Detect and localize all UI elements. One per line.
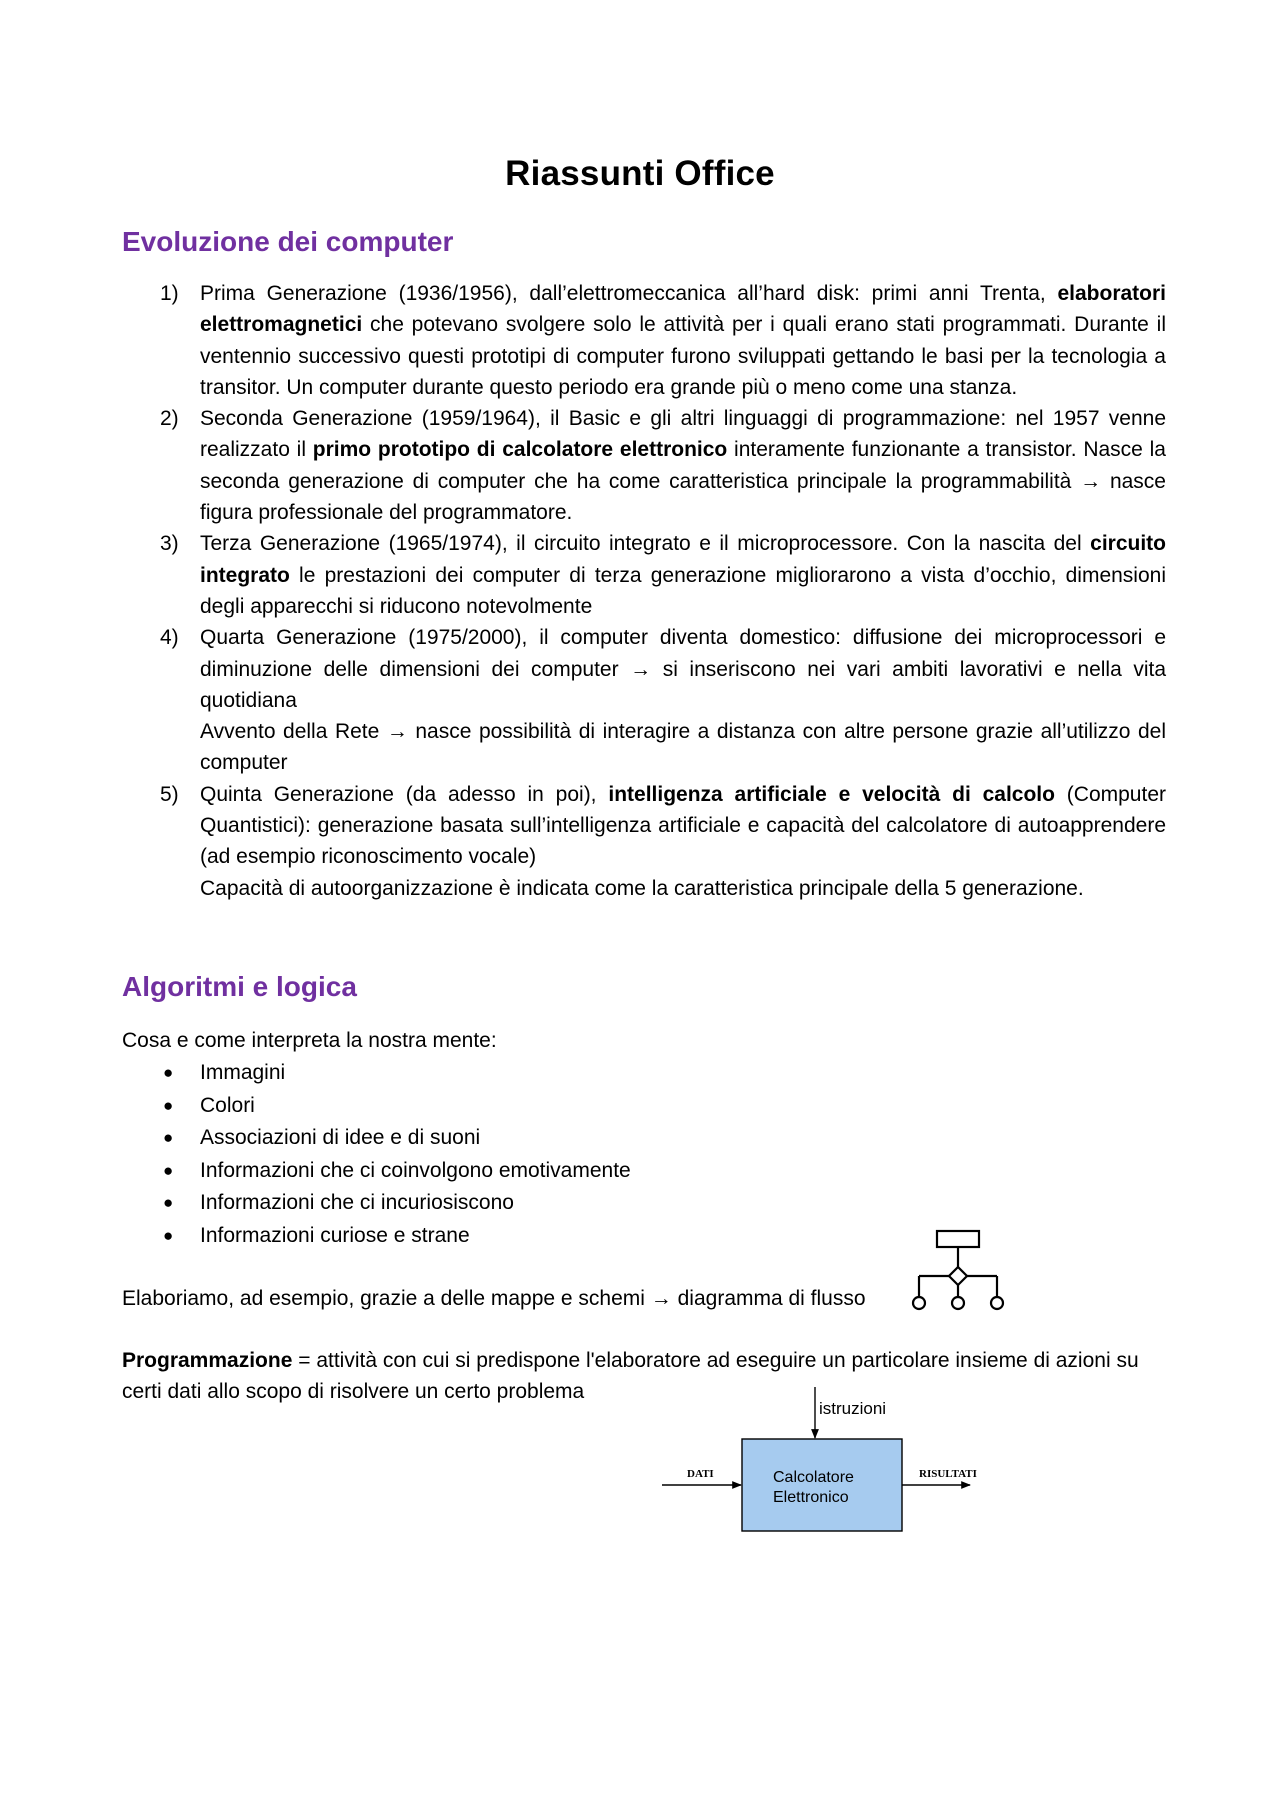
flowchart-icon bbox=[905, 1225, 1010, 1315]
box-label-line1: Calcolatore bbox=[773, 1469, 854, 1486]
input-label: DATI bbox=[687, 1468, 714, 1480]
list-item: 3) Terza Generazione (1965/1974), il circuito integrato e il microprocessore. Con la nascita del circuito integrato le prestazioni dei computer di terza generazione migliorarono a vista d’occhio, dimensioni degli apparecchi si riducono notevolmente bbox=[160, 532, 1166, 618]
flowchart-node bbox=[952, 1297, 964, 1309]
bullet-icon: ● bbox=[163, 1193, 174, 1213]
instructions-label: istruzioni bbox=[819, 1399, 887, 1418]
calcolatore-diagram bbox=[655, 1385, 995, 1545]
flowchart-rect bbox=[937, 1231, 979, 1247]
section-heading-evoluzione: Evoluzione dei computer bbox=[122, 226, 454, 257]
bullet-icon: ● bbox=[163, 1128, 174, 1148]
flowchart-node bbox=[913, 1297, 925, 1309]
programmazione-text: Programmazione = attività con cui si predispone l'elaboratore ad eseguire un particolare insieme di azioni su certi dati allo scopo di risolvere un certo problema bbox=[122, 1349, 1139, 1403]
list-item: ● Colori bbox=[160, 1090, 631, 1123]
bullet-list bbox=[160, 1057, 631, 1253]
box-label-line2: Elettronico bbox=[773, 1489, 849, 1506]
bullet-icon: ● bbox=[163, 1063, 174, 1082]
document-title: Riassunti Office bbox=[505, 154, 775, 193]
generations-list bbox=[160, 278, 1166, 904]
list-item: ● Associazioni di idee e di suoni bbox=[160, 1122, 631, 1155]
flowchart-text: Elaboriamo, ad esempio, grazie a delle mappe e schemi → diagramma di flusso bbox=[122, 1287, 866, 1310]
flowchart-node bbox=[991, 1297, 1003, 1309]
list-item: 4) Quarta Generazione (1975/2000), il computer diventa domestico: diffusione dei microprocessori e diminuzione delle dimensioni dei computer → si inseriscono nei vari ambiti lavorativi e nella vita quotidiana Avvento della Rete → nasce possibilità di interagire a distanza con altre persone grazie all’utilizzo del computer bbox=[160, 626, 1166, 775]
list-item: ● Informazioni che ci incuriosiscono bbox=[160, 1187, 631, 1220]
bullet-icon: ● bbox=[163, 1160, 174, 1180]
list-item: ● Immagini bbox=[160, 1057, 631, 1090]
flowchart-diamond bbox=[949, 1267, 967, 1285]
output-label: RISULTATI bbox=[919, 1468, 977, 1480]
list-item: 2) Seconda Generazione (1959/1964), il Basic e gli altri linguaggi di programmazione: nel 1957 venne realizzato il primo prototipo di calcolatore elettronico interamente funzionante a transistor. Nasce la seconda generazione di computer che ha come caratteristica principale la programmabilità → nasce figura professionale del programmatore. bbox=[160, 407, 1166, 525]
list-item: ● Informazioni che ci coinvolgono emotivamente bbox=[160, 1155, 631, 1188]
intro-text: Cosa e come interpreta la nostra mente: bbox=[122, 1029, 497, 1052]
bullet-icon: ● bbox=[163, 1225, 174, 1245]
list-item: 5) Quinta Generazione (da adesso in poi), intelligenza artificiale e velocità di calcolo (Computer Quantistici): generazione basata sull’intelligenza artificiale e capacità del calcolatore di autoapprendere (ad esempio riconoscimento vocale) Capacità di autoorganizzazione è indicata come la caratteristica principale della 5 generazione. bbox=[160, 782, 1166, 900]
list-item: ● Informazioni curiose e strane bbox=[160, 1220, 631, 1253]
section-heading-algoritmi: Algoritmi e logica bbox=[122, 971, 357, 1002]
bullet-icon: ● bbox=[163, 1095, 174, 1115]
list-item: 1) Prima Generazione (1936/1956), dall’elettromeccanica all’hard disk: primi anni Trenta, elaboratori elettromagnetici che potevano svolgere solo le attività per i quali erano stati programmati. Durante il ventennio successivo questi prototipi di computer furono sviluppati gettando le basi per la tecnologia a transitor. Un computer durante questo periodo era grande più o meno come una stanza. bbox=[160, 282, 1166, 399]
